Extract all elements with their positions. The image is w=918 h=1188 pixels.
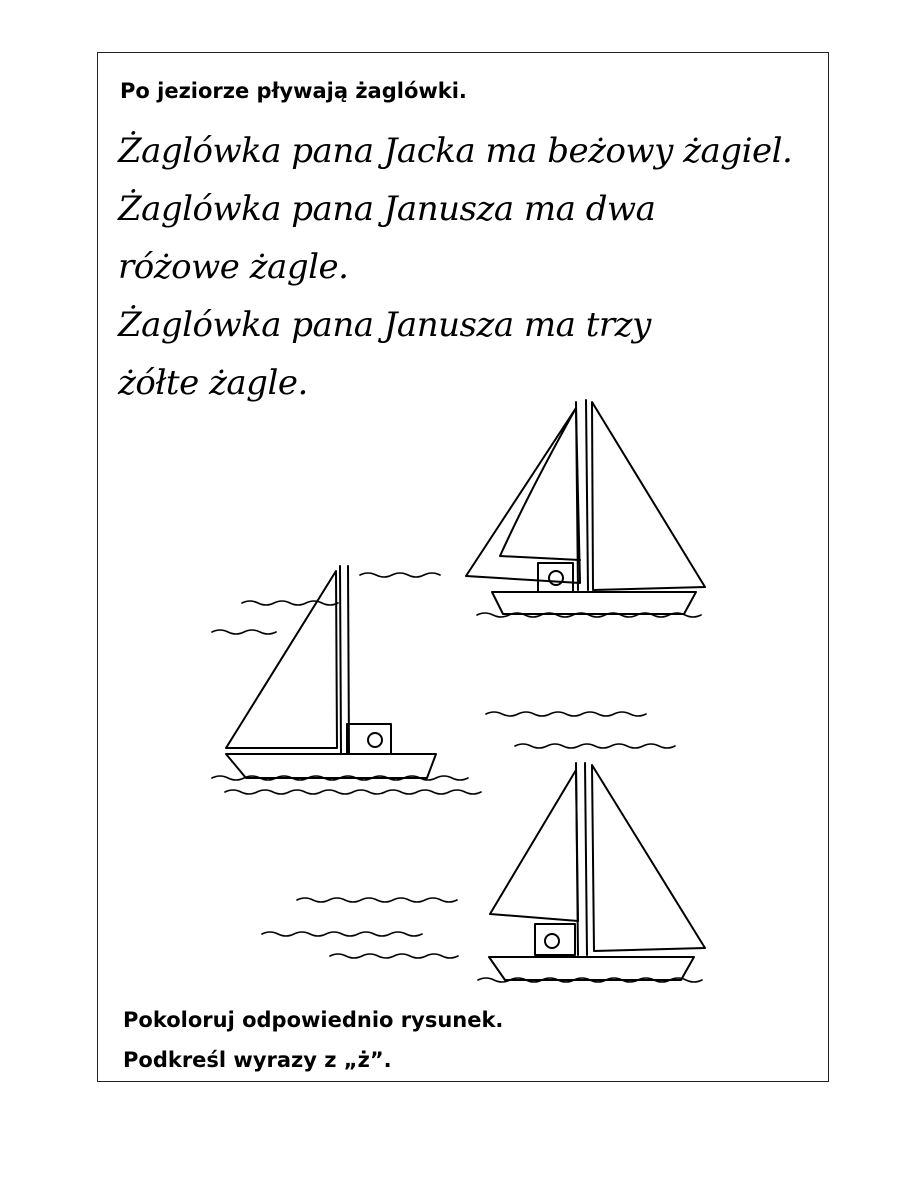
wave <box>262 932 422 936</box>
wave <box>212 776 436 780</box>
sailboat-one-sail <box>226 566 436 778</box>
sail <box>226 571 337 748</box>
hull <box>492 592 696 614</box>
sentence-line-3: różowe żagle. <box>118 247 349 287</box>
hull <box>489 957 694 980</box>
wave <box>478 978 702 982</box>
sentence-line-2: Żaglówka pana Janusza ma dwa <box>118 189 656 229</box>
mast <box>348 566 349 754</box>
wave <box>242 601 338 605</box>
sentence-line-5: żółte żagle. <box>118 363 308 403</box>
sentence-line-4: Żaglówka pana Janusza ma trzy <box>118 305 651 345</box>
mast <box>585 763 587 955</box>
worksheet-title: Po jeziorze pływają żaglówki. <box>120 79 467 103</box>
mast <box>340 566 341 754</box>
cabin <box>538 563 573 592</box>
mast <box>576 402 578 590</box>
mast <box>576 763 578 955</box>
wave <box>515 744 675 748</box>
wave <box>360 573 440 577</box>
sail-middle <box>500 408 580 560</box>
wave <box>436 776 468 780</box>
instruction-underline: Podkreśl wyrazy z „ż”. <box>123 1048 392 1072</box>
sail-left <box>490 770 578 921</box>
cabin <box>535 924 575 955</box>
wave <box>486 712 646 716</box>
wave <box>330 954 458 958</box>
wave <box>297 898 457 902</box>
sailboat-two-sails <box>489 763 705 980</box>
porthole-icon <box>549 571 563 585</box>
wave <box>212 630 276 634</box>
sailboat-three-sails <box>466 400 705 614</box>
porthole-icon <box>545 934 559 948</box>
wave <box>225 790 481 794</box>
hull <box>226 754 436 778</box>
sail-right <box>592 402 705 590</box>
sail-right <box>592 765 705 951</box>
sentence-line-1: Żaglówka pana Jacka ma beżowy żagiel. <box>118 131 793 171</box>
mast <box>586 400 588 590</box>
instruction-color: Pokoloruj odpowiednio rysunek. <box>123 1008 504 1032</box>
porthole-icon <box>368 733 382 747</box>
